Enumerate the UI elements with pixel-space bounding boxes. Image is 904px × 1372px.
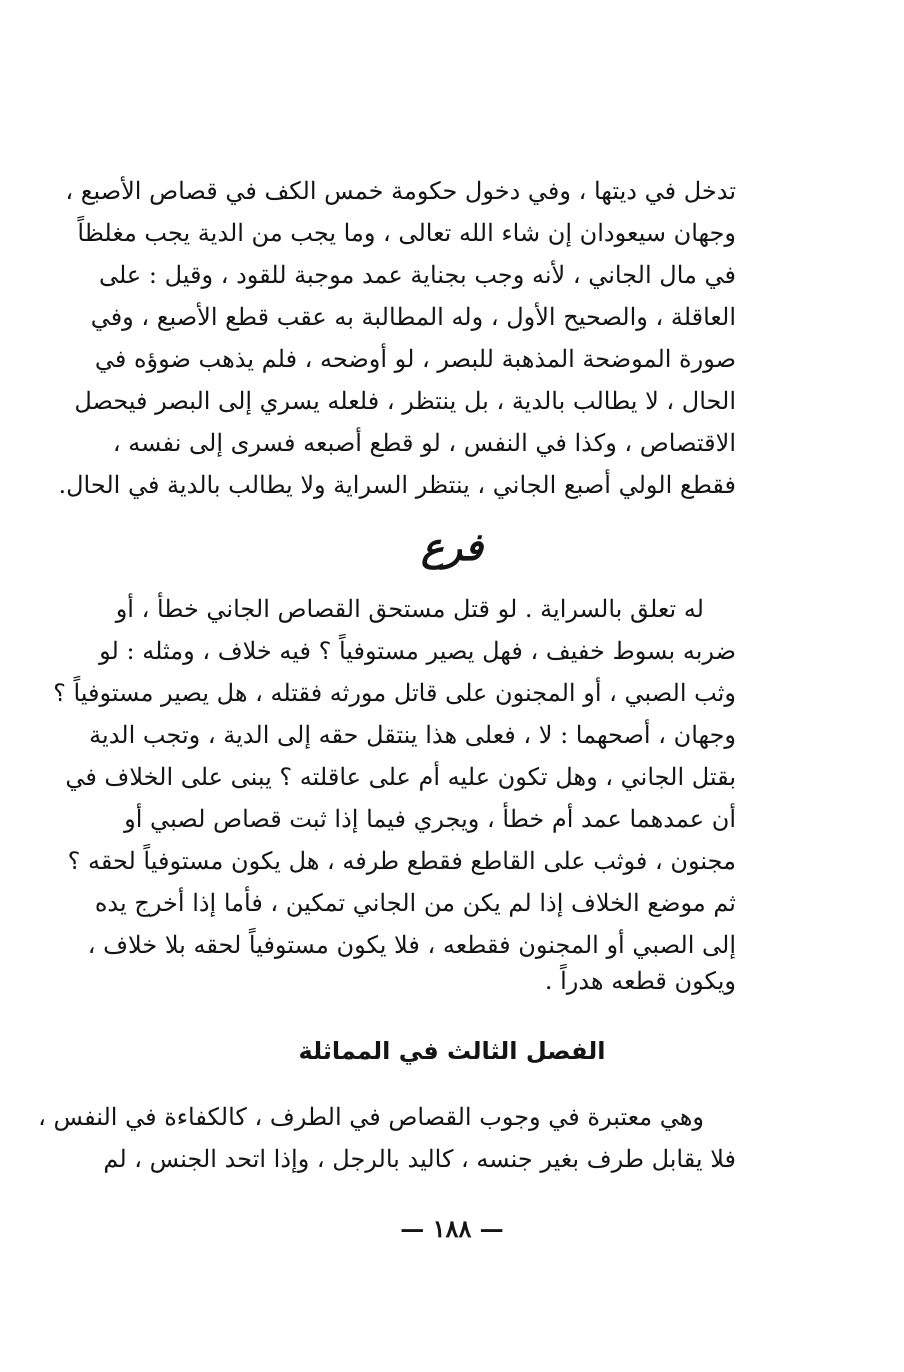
- text-line: الاقتصاص ، وكذا في النفس ، لو قطع أصبعه فسرى إلى نفسه ،: [112, 429, 736, 457]
- section-title: الفصل الثالث في المماثلة: [298, 1037, 606, 1065]
- text-line: أن عمدهما عمد أم خطأ ، ويجري فيما إذا ثبت قصاص لصبي أو: [124, 805, 736, 833]
- text-line: فقطع الولي أصبع الجاني ، ينتظر السراية ولا يطالب بالدية في الحال.: [58, 471, 736, 499]
- text-line: له تعلق بالسراية . لو قتل مستحق القصاص الجاني خطأ ، أو: [115, 595, 704, 623]
- text-line: ثم موضع الخلاف إذا لم يكن من الجاني تمكين ، فأما إذا أخرج يده: [94, 889, 736, 917]
- text-line: فلا يقابل طرف بغير جنسه ، كاليد بالرجل ، وإذا اتحد الجنس ، لم: [103, 1145, 736, 1173]
- text-line: وثب الصبي ، أو المجنون على قاتل مورثه فقتله ، هل يصير مستوفياً ؟: [53, 679, 736, 707]
- text-line: وجهان ، أصحهما : لا ، فعلى هذا ينتقل حقه إلى الدية ، وتجب الدية: [89, 721, 736, 749]
- text-line: الحال ، لا يطالب بالدية ، بل ينتظر ، فلعله يسري إلى البصر فيحصل: [74, 387, 736, 415]
- text-line: وهي معتبرة في وجوب القصاص في الطرف ، كالكفاءة في النفس ،: [38, 1103, 704, 1131]
- text-line: بقتل الجاني ، وهل تكون عليه أم على عاقلته ؟ يبنى على الخلاف في: [65, 763, 736, 791]
- far-heading: فرع: [421, 524, 483, 569]
- text-line: ويكون قطعه هدراً .: [544, 967, 736, 995]
- text-line: مجنون ، فوثب على القاطع فقطع طرفه ، هل يكون مستوفياً لحقه ؟: [67, 847, 736, 875]
- text-line: تدخل في ديتها ، وفي دخول حكومة خمس الكف في قصاص الأصبع ،: [65, 177, 736, 205]
- text-line: ضربه بسوط خفيف ، فهل يصير مستوفياً ؟ فيه خلاف ، ومثله : لو: [99, 637, 736, 665]
- text-line: صورة الموضحة المذهبة للبصر ، لو أوضحه ، فلم يذهب ضوؤه في: [94, 345, 736, 373]
- text-line: وجهان سيعودان إن شاء الله تعالى ، وما يجب من الدية يجب مغلظاً: [77, 219, 736, 247]
- text-line: إلى الصبي أو المجنون فقطعه ، فلا يكون مستوفياً لحقه بلا خلاف ،: [87, 931, 736, 959]
- text-line: في مال الجاني ، لأنه وجب بجناية عمد موجبة للقود ، وقيل : على: [98, 261, 736, 289]
- text-line: العاقلة ، والصحيح الأول ، وله المطالبة به عقب قطع الأصبع ، وفي: [90, 303, 736, 331]
- page-number: — ١٨٨ —: [400, 1214, 504, 1243]
